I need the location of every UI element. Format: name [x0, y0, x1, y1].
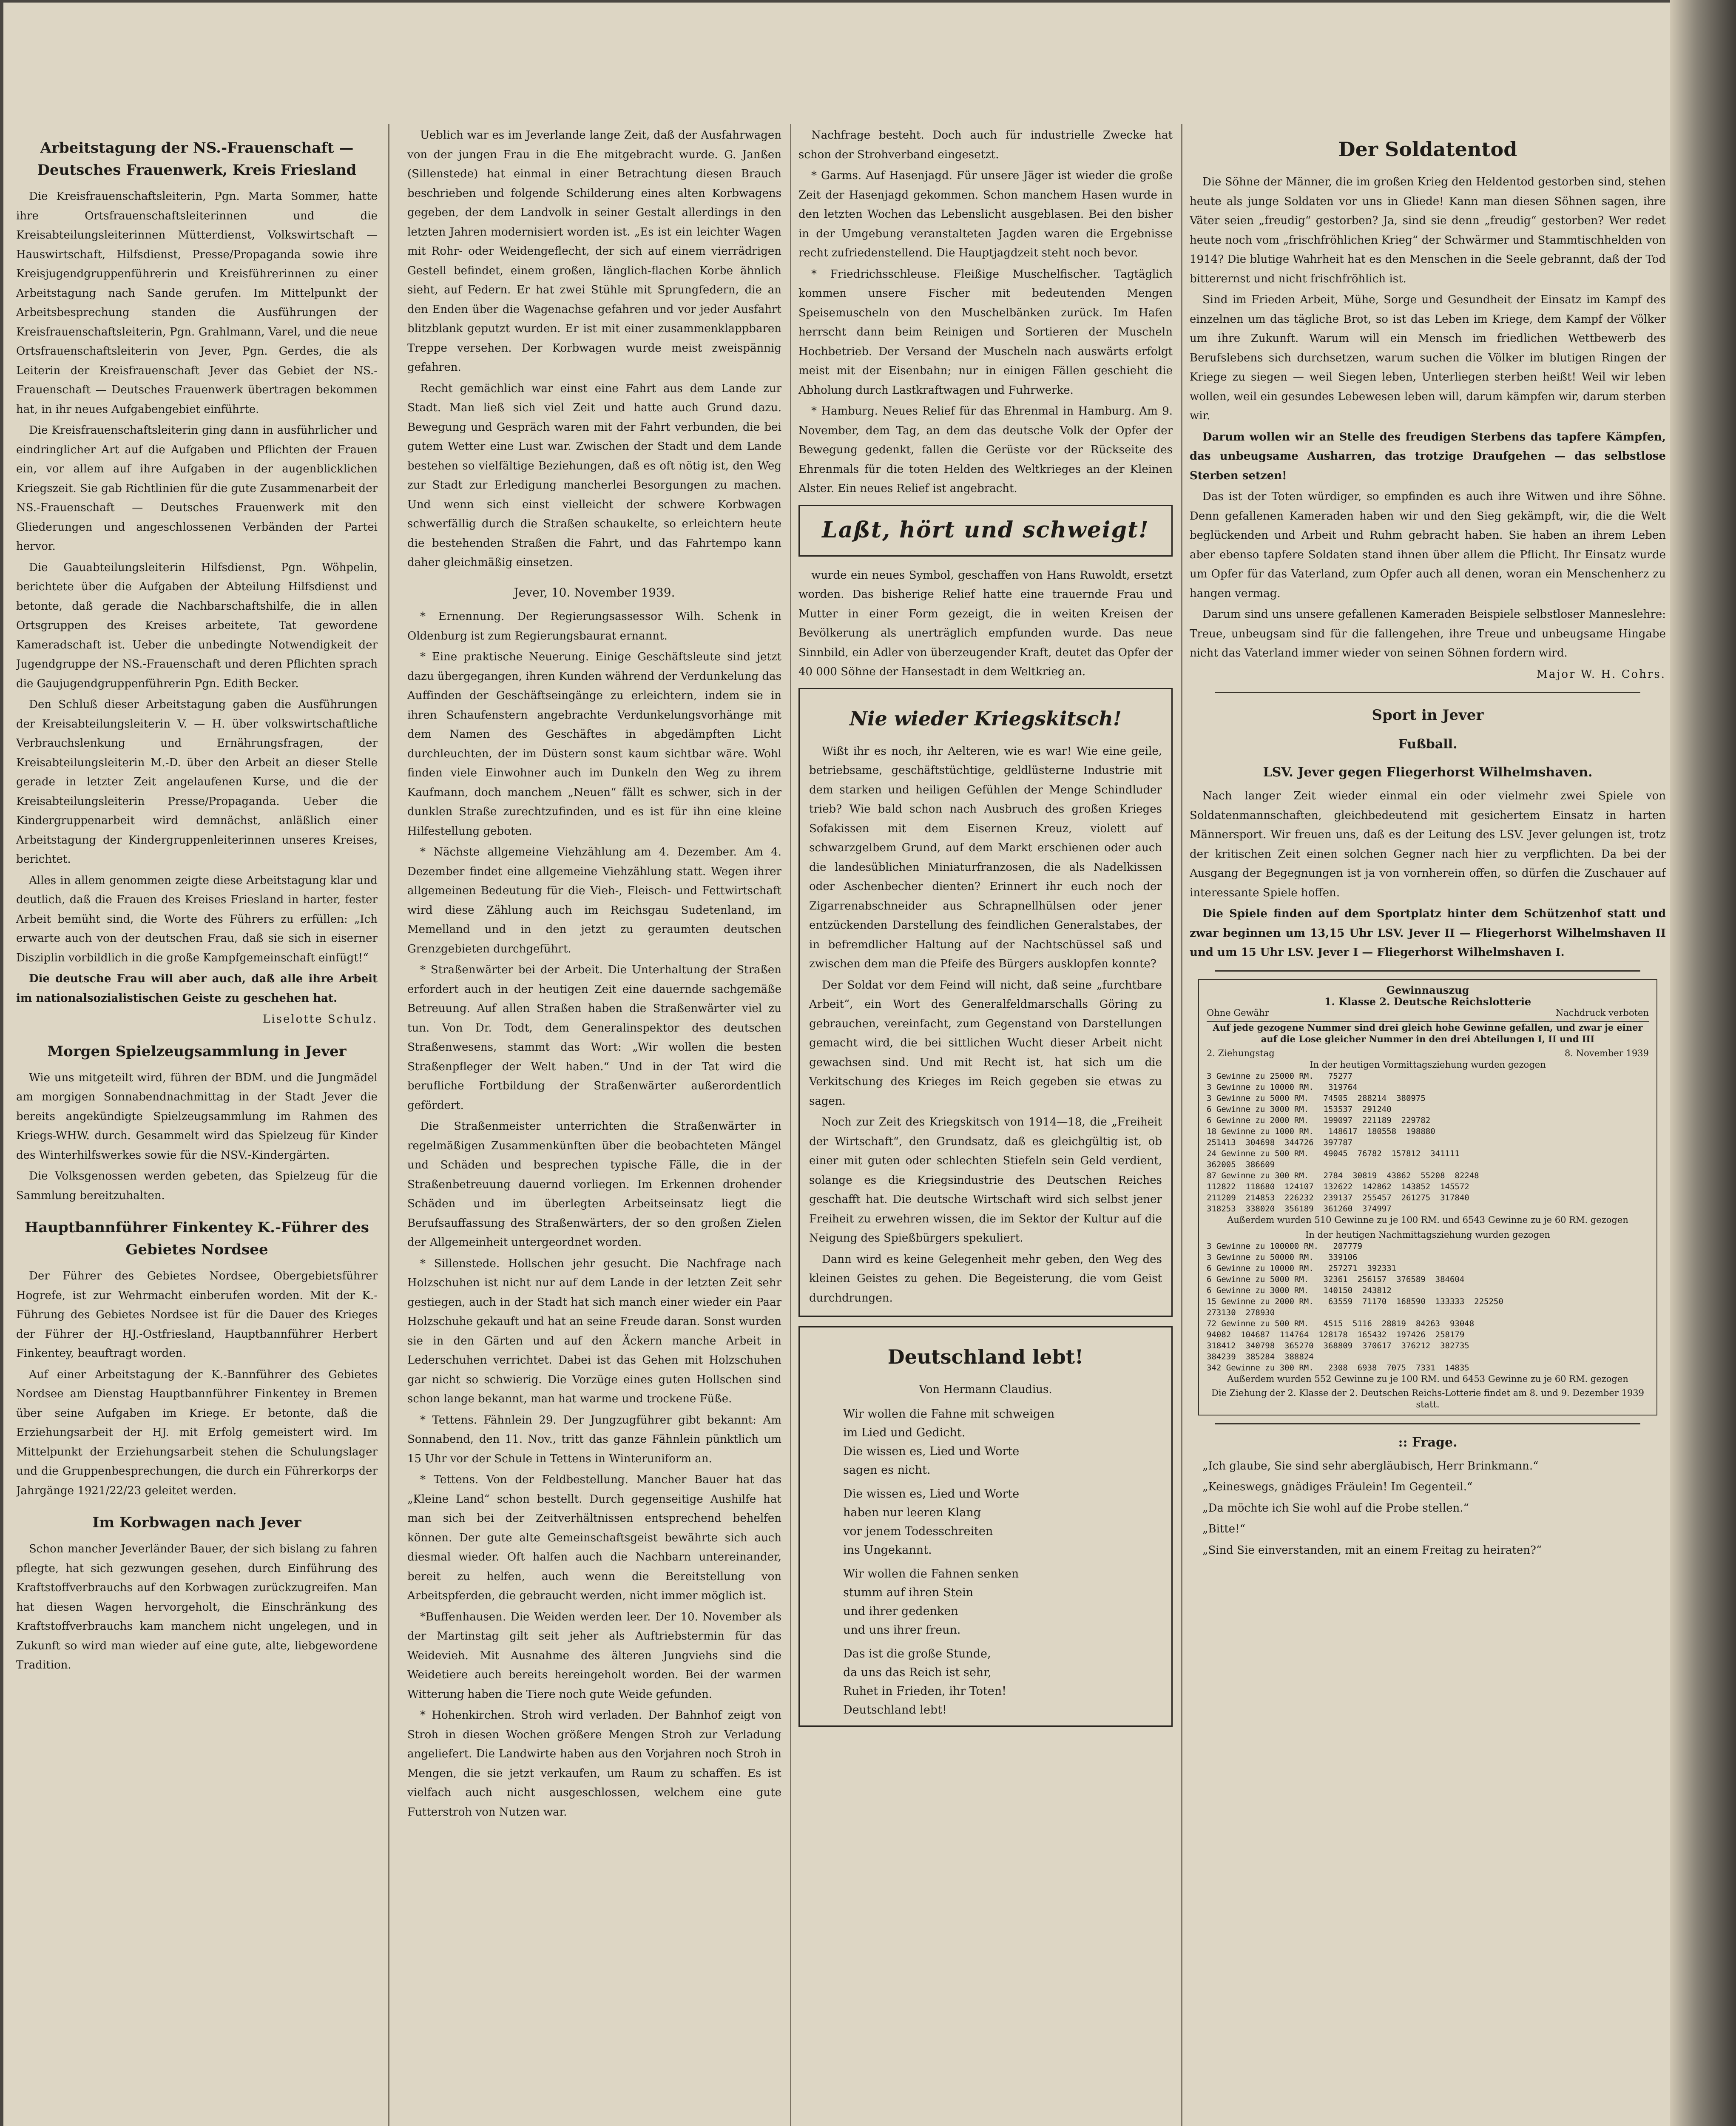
paragraph: „Bitte!“	[1202, 1523, 1245, 1535]
paragraph: Ueblich war es im Jeverlande lange Zeit, daß der Ausfahrwagen von der jungen Frau in die Ehe mitgebracht wurde. G. Janßen (Sillenstede) hat einmal in einer Betrachtung diesen Brauch beschrieben und folgende Schilderung eines alten Korbwagens gegeben, der dem Landvolk in seiner Gestalt allerdings in den letzten Jahren modernisiert worden ist. „Es ist ein leichter Wagen mit Rohr- oder Weidengeflecht, der sich auf einem vierrädrigen Gestell befindet, einem großen, länglich-flachen Korbe ähnlich sieht, auf Federn. Er hat zwei Stühle mit Sprungfedern, die an den Enden über die Wagenachse gefahren und vor jeder Ausfahrt blitzblank geputzt wurden. Er ist mit einer zusammenklappbaren Treppe versehen. Der Korbwagen wurde meist zweispännig gefahren.	[407, 129, 781, 374]
lottery-results	[1198, 979, 1657, 1415]
paragraph: * Hohenkirchen. Stroh wird verladen. Der Bahnhof zeigt von Stroh in diesen Wochen größere Mengen Stroh zur Verladung angeliefert. Die Landwirte haben aus den Vorjahren noch Stroh in Mengen, die sie jetzt verkaufen, um Raum zu schaffen. Es ist vielfach auch nicht ausgeschlossen, welchem eine gute Futterstroh von Nutzen war.	[407, 1709, 781, 1819]
paragraph: „Da möchte ich Sie wohl auf die Probe stellen.“	[1202, 1501, 1469, 1515]
paragraph: Dann wird es keine Gelegenheit mehr geben, den Weg des kleinen Geistes zu gehen. Die Begeisterung, die vom Geist durchdrungen.	[809, 1253, 1162, 1305]
headline-deutschland-lebt: Deutschland lebt!	[887, 1345, 1084, 1368]
poem-box	[798, 1326, 1173, 1727]
headline-sport: Sport in Jever	[1372, 707, 1484, 724]
paragraph: Auf einer Arbeitstagung der K.-Bannführer des Gebietes Nordsee am Dienstag Hauptbannführer Finkentey in Bremen über seine Aufgaben im Kriege. Er betonte, daß die Erziehungsarbeit der HJ. mit Erfolg gemeistert wird. Im Mittelpunkt der Erziehungsarbeit stehen die Schulungslager und die Gruppenbesprechungen, die durch ein Führerkorps der Jahrgänge 1921/22/23 geleitet werden.	[16, 1368, 378, 1497]
headline-kriegskitsch: Nie wieder Kriegskitsch!	[850, 707, 1122, 730]
headline-arbeitstagung: Arbeitstagung der NS.-Frauenschaft — Deutsches Frauenwerk, Kreis Friesland	[37, 139, 357, 179]
lottery-final-note: Die Ziehung der 2. Klasse der 2. Deutschen Reichs-Lotterie findet am 8. und 9. Dezember 1939 statt.	[1211, 1387, 1644, 1410]
lottery-draw-header	[1207, 1048, 1649, 1059]
poem-stanza: Die wissen es, Lied und Worte haben nur leeren Klang vor jenem Todesschreiten ins Ungekannt.	[843, 1487, 1020, 1557]
paragraph: Die Spiele finden auf dem Sportplatz hinter dem Schützenhof statt und zwar beginnen um 13,15 Uhr LSV. Jever II — Fliegerhorst Wilhelmshaven II und um 15 Uhr LSV. Jever I — Fliegerhorst Wilhelmshaven I.	[1190, 907, 1666, 959]
paragraph: Die deutsche Frau will aber auch, daß alle ihre Arbeit im nationalsozialistischen Geiste zu geschehen hat.	[16, 972, 378, 1005]
paragraph: Nachfrage besteht. Doch auch für industrielle Zwecke hat schon der Strohverband eingesetzt.	[798, 129, 1173, 161]
lottery-no-guarantee: Ohne Gewähr	[1207, 1007, 1269, 1018]
paragraph: Sind im Frieden Arbeit, Mühe, Sorge und Gesundheit der Einsatz im Kampf des einzelnen um das tägliche Brot, so ist das Leben im Kriege, dem Kampf der Völker um ihre Zukunft. Warum will ein Mensch im friedlichen Wettbewerb des Berufslebens sich durchsetzen, warum suchen die Völker im blutigen Ringen der Kriege zu siegen — weil Siegen leben, Unterliegen sterben heißt! Weil wir leben wollen, weil ein gesundes Lebewesen leben will, darum kämpfen wir, darum sterben wir.	[1190, 293, 1666, 422]
paragraph: * Friedrichsschleuse. Fleißige Muschelfischer. Tagtäglich kommen unsere Fischer mit bedeutenden Mengen Speisemuscheln von den Muschelbänken zurück. Im Hafen herrscht dann beim Reinigen und Sortieren der Muscheln Hochbetrieb. Der Versand der Muscheln nach auswärts erfolgt meist mit der Eisenbahn; nur in einigen Fällen geschieht die Abholung durch Lastkraftwagen und Fuhrwerke.	[798, 267, 1173, 397]
paragraph: Darum sind uns unsere gefallenen Kameraden Beispiele selbstloser Manneslehre: Treue, unbeugsam sind für die fallengehen, ihre Treue und unbeugsame Hingabe nicht das Vaterland immer wieder von seinen Söhnen fordern wird.	[1190, 608, 1666, 659]
signature: Major W. H. Cohrs.	[1536, 668, 1666, 681]
column-4	[1190, 126, 1666, 2126]
paragraph: * Hamburg. Neues Relief für das Ehrenmal in Hamburg. Am 9. November, dem Tag, an dem das deutsche Volk der Opfer der Bewegung gedenkt, fallen die Gerüste vor der Rückseite des Ehrenmals für die toten Helden des Weltkrieges an der Kleinen Alster. Ein neues Relief ist angebracht.	[798, 405, 1173, 495]
paragraph: Der Führer des Gebietes Nordsee, Obergebietsführer Hogrefe, ist zur Wehrmacht einberufen worden. Mit der K.-Führung des Gebietes Nordsee ist für die Dauer des Krieges der Führer der HJ.-Ostfriesland, Hauptbannführer Herbert Finkentey, beauftragt worden.	[16, 1270, 378, 1360]
headline-hauptbannfuehrer: Hauptbannführer Finkentey K.-Führer des Gebietes Nordsee	[25, 1219, 369, 1258]
headline-frage: :: Frage.	[1398, 1435, 1458, 1450]
paragraph: Die Kreisfrauenschaftsleiterin ging dann in ausführlicher und eindringlicher Art auf die Aufgaben und Pflichten der Frauen ein, vor allem auf ihre Aufgaben in der augenblicklichen Kriegszeit. Sie gab Richtlinien für die gute Zusammenarbeit der NS.-Frauenschaft — Deutsches Frauenwerk mit den Gliederungen und angeschlossenen Verbänden der Partei hervor.	[16, 424, 378, 553]
column-3	[798, 126, 1173, 2126]
paragraph: Noch zur Zeit des Kriegskitsch von 1914—18, die „Freiheit der Wirtschaft“, den Grundsatz, daß es gleichgültig ist, ob einer mit guten oder schlechten Stiefeln sein Geld verdient, solange es die Kriegsindustrie des Deutschen Reiches geschafft hat. Die deutsche Wirtschaft wird sich selbst jener Freiheit zu erwehren wissen, die im Sektor der Kultur auf die Neigung des Spießbürgers spekuliert.	[809, 1116, 1162, 1245]
paragraph: Den Schluß dieser Arbeitstagung gaben die Ausführungen der Kreisabteilungsleiterin V. — H. über volkswirtschaftliche Verbrauchslenkung und Ernährungsfragen, der Kreisabteilungsleiterin M.-D. über den Arbeit an dieser Stelle gerade in letzter Zeit angelaufenen Kurse, und die der Kreisabteilungsleiterin Presse/Propaganda. Ueber die Kindergruppenarbeit wird demnächst, anläßlich einer Arbeitstagung der Kindergruppenleiterinnen unseres Kreises, berichtet.	[16, 698, 378, 866]
paragraph: Schon mancher Jeverländer Bauer, der sich bislang zu fahren pflegte, hat sich gezwungen gesehen, durch Einführung des Kraftstoffverbrauchs auf den Korbwagen zurückzugreifen. Man hat diesen Wagen hervorgeholt, die Einschränkung des Kraftstoffverbrauchs kam manchem nicht ungelegen, und in Zukunft so wird man wieder auf eine gute, alte, liebgewordene Tradition.	[16, 1543, 378, 1671]
lottery-title: Gewinnauszug	[1386, 983, 1469, 996]
paragraph: Wie uns mitgeteilt wird, führen der BDM. und die Jungmädel am morgigen Sonnabendnachmittag in der Stadt Jever die bereits angekündigte Spielzeugsammlung im Rahmen des Kriegs-WHW. durch. Gesammelt wird das Spielzeug für Kinder des Winterhilfswerkes sowie für die NSV.-Kindergärten.	[16, 1071, 378, 1162]
column-rule	[388, 124, 389, 2126]
headline-soldatentod: Der Soldatentod	[1338, 138, 1517, 161]
boxed-notice-title: Laßt, hört und schweigt!	[822, 517, 1149, 543]
lottery-reprint-note: Nachdruck verboten	[1555, 1007, 1649, 1018]
newspaper-page	[3, 3, 1710, 2126]
column-rule	[790, 124, 791, 2126]
poem-stanza: Wir wollen die Fahnen senken stumm auf ihren Stein und ihrer gedenken und uns ihrer freun.	[843, 1567, 1019, 1637]
divider	[1215, 692, 1640, 693]
lottery-afternoon-numbers: 3 Gewinne zu 100000 RM. 207779 3 Gewinne zu 50000 RM. 339106 6 Gewinne zu 10000 RM. 257271 392331 6 Gewinne zu 5000 RM. 32361 256157 376589 384604 6 Gewinne zu 3000 RM. 140150 243812 15 Gewinne zu 2000 RM. 63559 71170 168590 133333 225250 273130 278930 72 Gewinne zu 500 RM. 4515 5116 28819 84263 93048 94082 104687 114764 128178 165432 197426 258179 318412 340798 365270 368809 370617 376212 382735 384239 385284 388824 342 Gewinne zu 300 RM. 2308 6938 7075 7331 14835	[1207, 1241, 1503, 1373]
lottery-afternoon-heading: In der heutigen Nachmittagsziehung wurden gezogen	[1305, 1229, 1550, 1240]
column-rule	[1181, 124, 1182, 2126]
boxed-notice	[798, 505, 1173, 557]
divider	[1215, 970, 1640, 972]
subheading-fussball: Fußball.	[1398, 737, 1458, 752]
paragraph: Die Gauabteilungsleiterin Hilfsdienst, Pgn. Wöhpelin, berichtete über die Aufgaben der Abteilung Hilfsdienst und betonte, daß gerade die Nachbarschaftshilfe, die in allen Ortsgruppen des Kreises arbeitete, Tat gewordene Kameradschaft ist. Ueber die unbedingte Notwendigkeit der Jugendgruppe der NS.-Frauenschaft und deren Pflichten sprach die Gaujugendgruppenführerin Pgn. Edith Becker.	[16, 561, 378, 690]
paragraph: Die Straßenmeister unterrichten die Straßenwärter in regelmäßigen Zusammenkünften über die beobachteten Mängel und Schäden und besprechen typische Fälle, die in der Straßenbetreuung dauernd vorliegen. Im Erkennen drohender Schäden und im überlegten Arbeitseinsatz liegt die Berufsauffassung des Straßenwärters, der so den großen Zielen der Allgemeinheit untergeordnet worden.	[407, 1120, 781, 1249]
lottery-draw-day: 2. Ziehungstag	[1207, 1048, 1275, 1058]
paragraph: Der Soldat vor dem Feind will nicht, daß seine „furchtbare Arbeit“, ein Wort des Generalfeldmarschalls Göring zu gebrauchen, vereinfacht, zum Gegenstand von Darstellungen gemacht wird, die bei sittlichen Wucht dieser Arbeit nicht gewachsen sind. Und mit Recht ist, hat sich um die Verkitschung des Krieges im Reich gegeben sie etwas zu sagen.	[809, 978, 1162, 1108]
column-2	[407, 126, 781, 2126]
paragraph: „Ich glaube, Sie sind sehr abergläubisch, Herr Brinkmann.“	[1202, 1459, 1539, 1472]
paragraph: Alles in allem genommen zeigte diese Arbeitstagung klar und deutlich, daß die Frauen des Kreises Friesland in harter, fester Arbeit bemüht sind, die Worte des Führers zu erfüllen: „Ich erwarte auch von der deutschen Frau, daß sie sich in eiserner Disziplin vorbildlich in die große Kampfgemeinschaft einfügt!“	[16, 874, 378, 964]
paragraph: * Tettens. Fähnlein 29. Der Jungzugführer gibt bekannt: Am Sonnabend, den 11. Nov., tritt das ganze Fähnlein pünktlich um 15 Uhr vor der Schule in Tettens in Winteruniform an.	[407, 1413, 781, 1465]
paragraph: Die Söhne der Männer, die im großen Krieg den Heldentod gestorben sind, stehen heute als junge Soldaten vor uns in Gliede! Kann man diesen Söhnen sagen, ihre Väter seien „freudig“ gestorben? Ja, sind sie denn „freudig“ gestorben? Wer redet heute noch vom „frischfröhlichen Krieg“ der Schwärmer und Stammtischhelden von 1914? Die blutige Wahrheit hat es den Menschen in die Seele gebrannt, daß der Tod bitterernst und nicht frischfröhlich ist.	[1190, 176, 1666, 285]
lottery-meta	[1207, 1007, 1649, 1019]
paragraph: „Keineswegs, gnädiges Fräulein! Im Gegenteil.“	[1202, 1481, 1473, 1493]
paragraph: Das ist der Toten würdiger, so empfinden es auch ihre Witwen und ihre Söhne. Denn gefallenen Kameraden haben wir und den Sieg gekämpft, wir, die die Welt beglückenden und Arbeit und Ruhm gebracht haben. Sie haben an ihrem Leben aber ebenso tapfere Soldaten stand ihnen über allem die Pflicht. Ihr Einsatz wurde um Opfer für das Vaterland, zum Opfer auch all denen, woran ein Menschenherz zu hangen vermag.	[1190, 490, 1666, 600]
lottery-afternoon-footer: Außerdem wurden 552 Gewinne zu je 100 RM. und 6453 Gewinne zu je 60 RM. gezogen	[1227, 1373, 1628, 1384]
lottery-subtitle: 1. Klasse 2. Deutsche Reichslotterie	[1324, 995, 1531, 1008]
page-edge-shadow	[1670, 0, 1736, 2126]
headline-korbwagen: Im Korbwagen nach Jever	[92, 1514, 301, 1531]
paragraph: * Garms. Auf Hasenjagd. Für unsere Jäger ist wieder die große Zeit der Hasenjagd gekommen. Schon manchem Hasen wurde in den letzten Wochen das Lebenslicht ausgeblasen. Bei den bisher in der Umgebung veranstalteten Jagden waren die Ergebnisse recht zufriedenstellend. Die Hauptjagdzeit steht noch bevor.	[798, 169, 1173, 259]
lottery-note: Auf jede gezogene Nummer sind drei gleich hohe Gewinne gefallen, und zwar je einer auf die Lose gleicher Nummer in den drei Abteilungen I, II und III	[1207, 1021, 1649, 1045]
paragraph: Recht gemächlich war einst eine Fahrt aus dem Lande zur Stadt. Man ließ sich viel Zeit und hatte auch Grund dazu. Bewegung und Gespräch waren mit der Fahrt verbunden, die bei gutem Wetter eine Lust war. Zwischen der Stadt und dem Lande bestehen so vielfältige Beziehungen, daß es oft nötig ist, den Weg zur Stadt zur Erledigung mancherlei Besorgungen zu machen. Und wenn sich einst vielleicht der schwere Korbwagen schwerfällig durch die Straßen schaukelte, so erleichtern heute die bestehenden Straßen die Fahrt, und das Fahrtempo kann daher gleichmäßig einsetzen.	[407, 382, 781, 569]
lottery-morning-heading: In der heutigen Vormittagsziehung wurden gezogen	[1310, 1059, 1546, 1070]
lottery-morning-footer: Außerdem wurden 510 Gewinne zu je 100 RM. und 6543 Gewinne zu je 60 RM. gezogen	[1227, 1214, 1628, 1225]
paragraph: * Nächste allgemeine Viehzählung am 4. Dezember. Am 4. Dezember findet eine allgemeine Viehzählung statt. Wegen ihrer allgemeinen Bedeutung für die Vieh-, Fleisch- und Fettwirtschaft wird diese Zählung auch im Reichsgau Sudetenland, im Memelland und in den jetzt zu geraumten deutschen Grenzgebieten durchgeführt.	[407, 846, 781, 955]
paragraph: Die Volksgenossen werden gebeten, das Spielzeug für die Sammlung bereitzuhalten.	[16, 1170, 378, 1202]
paragraph: * Tettens. Von der Feldbestellung. Mancher Bauer hat das „Kleine Land“ schon bestellt. Durch gegenseitige Aushilfe hat man sich bei der Zeitverhältnissen entsprechend behelfen können. Der gute alte Gemeinschaftsgeist bewährte sich auch diesmal wieder. Oft halfen auch die Nachbarn untereinander, bereit zu helfen, auch wenn die Bereitstellung von Arbeitspferden, die gebraucht werden, nicht immer möglich ist.	[407, 1473, 781, 1602]
paragraph: * Sillenstede. Hollschen jehr gesucht. Die Nachfrage nach Holzschuhen ist nicht nur auf dem Lande in der letzten Zeit sehr gestiegen, auch in der Stadt hat sich manch einer wieder ein Paar Holzschuhe gekauft und hat an seine Freude daran. Sonst wurden sie in den Gärten und auf den Äckern manche Arbeit in Lederschuhen verrichtet. Dabei ist das Gehen mit Holzschuhen gar nicht so schwierig. Die Vorzüge eines guten Hollschen sind schon lange bekannt, man hat warme und trockene Füße.	[407, 1257, 781, 1405]
paragraph: Darum wollen wir an Stelle des freudigen Sterbens das tapfere Kämpfen, das unbeugsame Ausharren, das trotzige Draufgehen — das selbstlose Sterben setzen!	[1190, 430, 1666, 482]
article-box-kriegskitsch	[798, 688, 1173, 1317]
paragraph: „Sind Sie einverstanden, mit an einem Freitag zu heiraten?“	[1202, 1543, 1542, 1557]
lottery-morning-numbers: 3 Gewinne zu 25000 RM. 75277 3 Gewinne zu 10000 RM. 319764 3 Gewinne zu 5000 RM. 74505 288214 380975 6 Gewinne zu 3000 RM. 153537 291240 6 Gewinne zu 2000 RM. 199097 221189 229782 18 Gewinne zu 1000 RM. 148617 180558 198880 251413 304698 344726 397787 24 Gewinne zu 500 RM. 49045 76782 157812 341111 362005 386609 87 Gewinne zu 300 RM. 2784 30819 43862 55208 82248 112822 118680 124107 132622 142862 143852 145572 211209 214853 226232 239137 255457 261275 317840 318253 338020 356189 361260 374997	[1207, 1071, 1479, 1214]
paragraph: * Eine praktische Neuerung. Einige Geschäftsleute sind jetzt dazu übergegangen, ihren Kunden während der Verdunkelung das Auffinden der Geschäftseingänge zu erleichtern, indem sie in ihren Schaufenstern angebrachte Verdunkelungsvorhänge mit dem Namen des Geschäftes in abgedämpften Licht durchleuchten, der im Düstern sonst kaum sichtbar wäre. Wohl finden viele Einwohner auch im Dunkeln den Weg zu ihrem Kaufmann, doch manchem „Neuen“ fällt es schwer, sich in der dunklen Straße zurechtzufinden, und es ist für ihn eine kleine Hilfestellung geboten.	[407, 651, 781, 838]
paragraph: Wißt ihr es noch, ihr Aelteren, wie es war! Wie eine geile, betriebsame, geschäftstüchtige, geldlüsterne Industrie mit dem starken und heiligen Gefühlen der Menge Schindluder trieb? Wie bald schon nach Ausbruch des großen Krieges Sofakissen mit dem Eisernen Kreuz, violett auf schwarzgelbem Grund, auf dem Markt erschienen oder auch die landesüblichen Miniaturfranzosen, die als Nadelkissen oder Aschenbecher dienten? Erinnert ihr euch noch der Zigarrenabschneider aus Schrapnellhülsen oder jener entzückenden Darstellung des feindlichen Generalstabes, der in befremdlicher Haltung auf der Nachtschüssel saß und zwischen dem man die Pfeife des Bürgers ausklopfen konnte?	[809, 745, 1162, 970]
headline-spielzeugsammlung: Morgen Spielzeugsammlung in Jever	[47, 1043, 347, 1060]
dateline: Jever, 10. November 1939.	[514, 585, 675, 600]
paragraph: * Ernennung. Der Regierungsassessor Wilh. Schenk in Oldenburg ist zum Regierungsbaurat ernannt.	[407, 610, 781, 642]
paragraph: Die Kreisfrauenschaftsleiterin, Pgn. Marta Sommer, hatte ihre Ortsfrauenschaftsleiterinnen und die Kreisabteilungsleiterinnen Mütterdienst, Volkswirtschaft — Hauswirtschaft, Hilfsdienst, Presse/Propaganda sowie ihre Kreisjugendgruppenführerin und Kreisführerinnen zu einer Arbeitstagung nach Sande gerufen. Im Mittelpunkt der Arbeitsbesprechung standen die Ausführungen der Kreisfrauenschaftsleiterin, Pgn. Grahlmann, Varel, und die neue Ortsfrauenschaftsleiterin von Jever, Pgn. Gerdes, die als Leiterin der Kreisfrauenschaft Jever das Gebiet der NS.-Frauenschaft — Deutsches Frauenwerk übertragen bekommen hat, in ihr neues Aufgabengebiet einführte.	[16, 190, 378, 416]
subheading-match: LSV. Jever gegen Fliegerhorst Wilhelmshaven.	[1263, 765, 1593, 780]
paragraph: wurde ein neues Symbol, geschaffen von Hans Ruwoldt, ersetzt worden. Das bisherige Relief hatte eine trauernde Frau und Mutter in einer Form gezeigt, die in weiten Kreisen der Bevölkerung als unerträglich empfunden wurde. Das neue Sinnbild, ein Adler von überzeugender Kraft, deutet das Opfer der 40 000 Söhne der Hansestadt in dem Weltkrieg an.	[798, 568, 1173, 678]
divider	[1215, 1423, 1640, 1424]
poem-stanza: Wir wollen die Fahne mit schweigen im Lied und Gedicht. Die wissen es, Lied und Worte sagen es nicht.	[843, 1407, 1055, 1477]
signature: Liselotte Schulz.	[263, 1013, 378, 1026]
column-1	[16, 126, 378, 2126]
poem-stanza: Das ist die große Stunde, da uns das Reich ist sehr, Ruhet in Frieden, ihr Toten! Deutschland lebt!	[843, 1647, 1006, 1717]
paragraph: Nach langer Zeit wieder einmal ein oder vielmehr zwei Spiele von Soldatenmannschaften, gleichbedeutend mit gesichertem Einsatz in harten Männersport. Wir freuen uns, daß es der Leitung des LSV. Jever gelungen ist, trotz der kritischen Zeit einen solchen Gegner nach hier zu verpflichten. Da bei der Ausgang der Begegnungen ist ja von vornherein offen, so dürfen die Zuschauer auf interessante Spiele hoffen.	[1190, 790, 1666, 899]
paragraph: *Buffenhausen. Die Weiden werden leer. Der 10. November als der Martinstag gilt seit jeher als Auftriebstermin für das Weidevieh. Mit Ausnahme des älteren Jungviehs sind die Weidetiere auch bereits hereingeholt worden. Bei der warmen Witterung haben die Tiere noch gute Weide gefunden.	[407, 1610, 781, 1701]
lottery-draw-date: 8. November 1939	[1565, 1048, 1649, 1058]
poem-byline: Von Hermann Claudius.	[919, 1383, 1052, 1396]
paragraph: * Straßenwärter bei der Arbeit. Die Unterhaltung der Straßen erfordert auch in der heutigen Zeit eine dauernde sachgemäße Betreuung. Auf allen Straßen haben die Straßenwärter viel zu tun. Von Dr. Todt, dem Generalinspektor des deutschen Straßenwesens, stammt das Wort: „Wir wollen die besten Straßenpfleger der Welt haben.“ Und in der Tat wird die berufliche Fortbildung der Straßenwärter außerordentlich gefördert.	[407, 964, 781, 1112]
